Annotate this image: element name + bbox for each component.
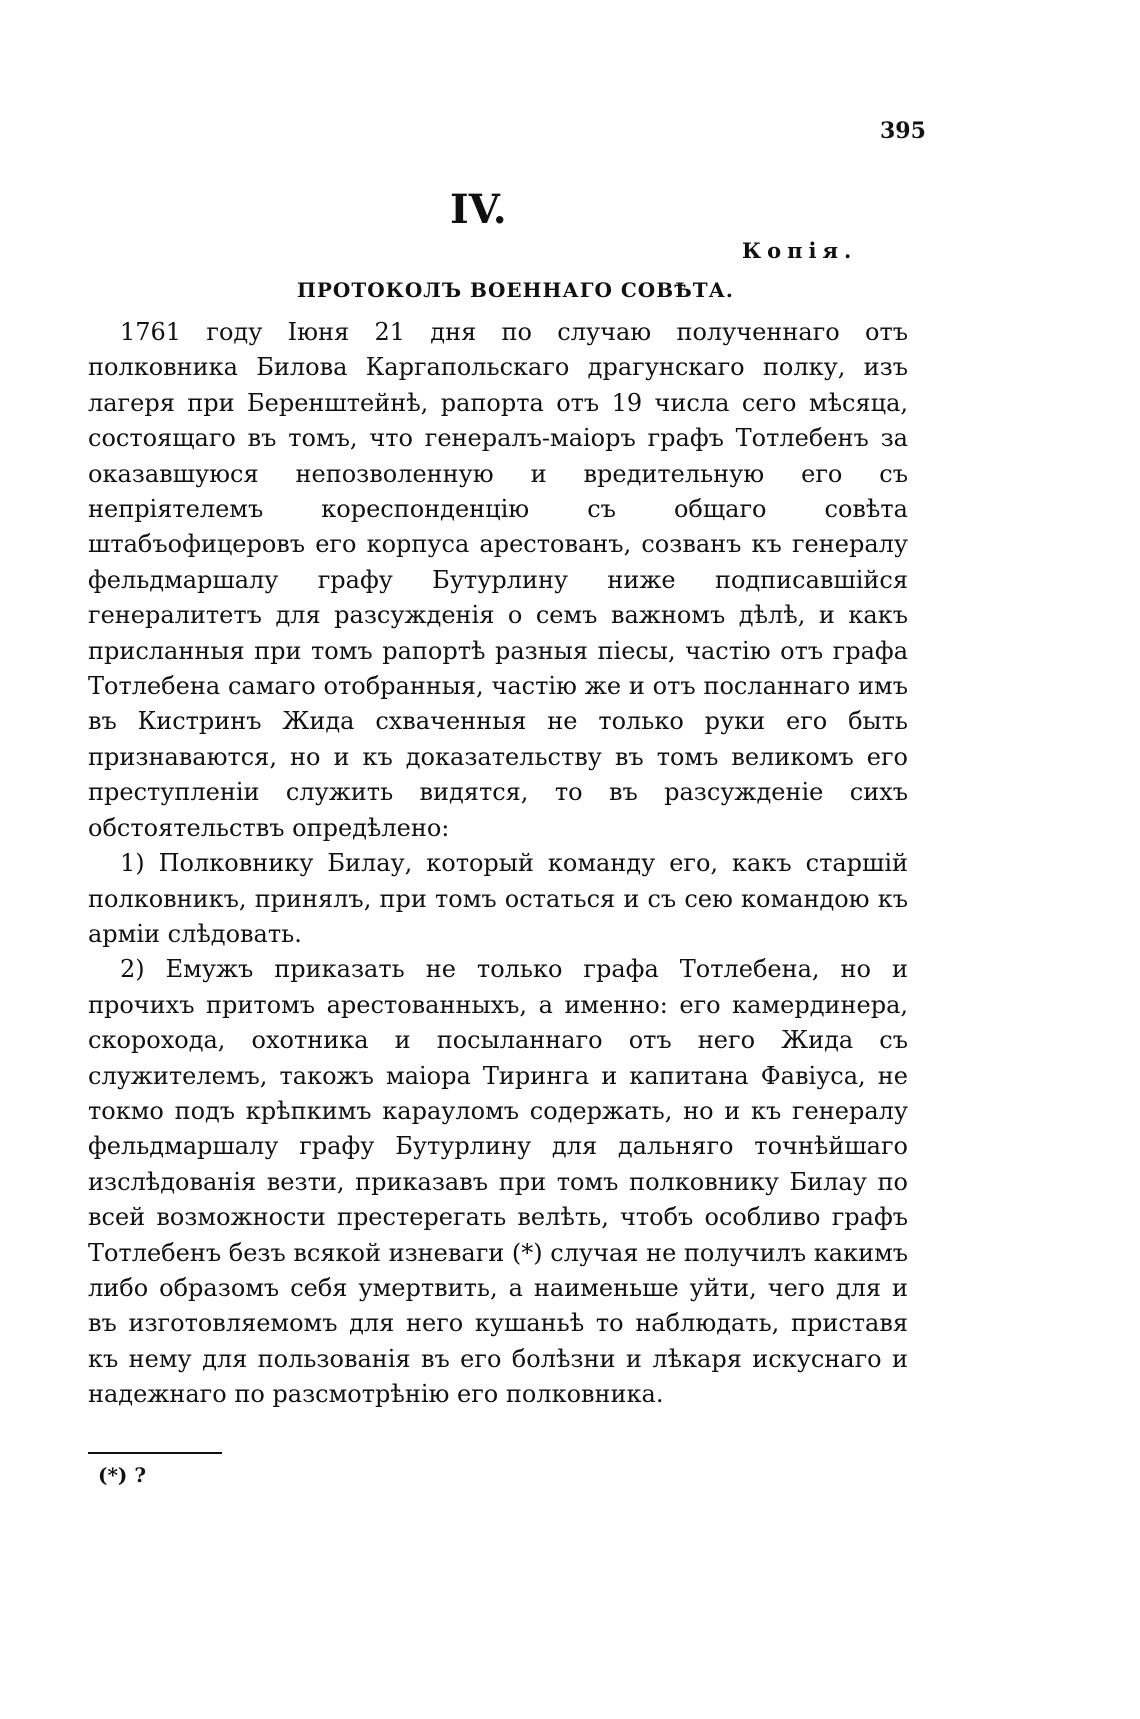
copy-label: Копія. <box>742 238 858 263</box>
footnote: (*) ? <box>98 1463 147 1487</box>
footnote-rule <box>88 1452 222 1454</box>
document-title: ПРОТОКОЛЪ ВОЕННАГО СОВѢТА. <box>297 278 734 302</box>
paragraph-point-2: 2) Емужъ приказать не только графа Тотлебена, но и прочихъ притомъ арестованныхъ, а именно: его камердинера, скорохода, охотника и посыланнаго отъ него Жида съ служителемъ, такожъ маіора Тиринга и капитана Фавіуса, не токмо подъ крѣпкимъ карауломъ содержать, но и къ генералу фельдмаршалу графу Бутурлину для дальняго точнѣйшаго изслѣдованія везти, приказавъ при томъ полковнику Билау по всей возможности престерегать велѣть, чтобъ особливо графъ Тотлебенъ безъ всякой изневаги (*) случая не получилъ какимъ либо образомъ себя умертвить, а наименьше уйти, чего для и въ изготовляемомъ для него кушаньѣ то наблюдать, приставя къ нему для пользованія въ его болѣзни и лѣкаря искуснаго и надежнаго по разсмотрѣнію его полковника. <box>88 955 908 1409</box>
body-text <box>88 315 908 1413</box>
paragraph-point-1: 1) Полковнику Билау, который команду его, какъ старшій полковникъ, принялъ, при томъ остаться и съ сею командою къ арміи слѣдовать. <box>88 849 908 948</box>
paragraph-intro: 1761 году Іюня 21 дня по случаю полученнаго отъ полковника Билова Каргапольскаго драгунскаго полку, изъ лагеря при Беренштейнѣ, рапорта отъ 19 числа сего мѣсяца, состоящаго въ томъ, что генералъ-маіоръ графъ Тотлебенъ за оказавшуюся непозволенную и вредительную его съ непріятелемъ кореспонденцію съ общаго совѣта штабъофицеровъ его корпуса арестованъ, созванъ къ генералу фельдмаршалу графу Бутурлину ниже подписавшійся генералитетъ для разсужденія о семъ важномъ дѣлѣ, и какъ присланныя при томъ рапортѣ разныя піесы, частію отъ графа Тотлебена самаго отобранныя, частію же и отъ посланнаго имъ въ Кистринъ Жида схваченныя не только руки его быть признаваются, но и къ доказательству въ томъ великомъ его преступленіи служить видятся, то въ разсужденіе сихъ обстоятельствъ опредѣлено: <box>88 318 908 842</box>
page-number: 395 <box>880 118 926 144</box>
section-number: IV. <box>450 186 507 233</box>
